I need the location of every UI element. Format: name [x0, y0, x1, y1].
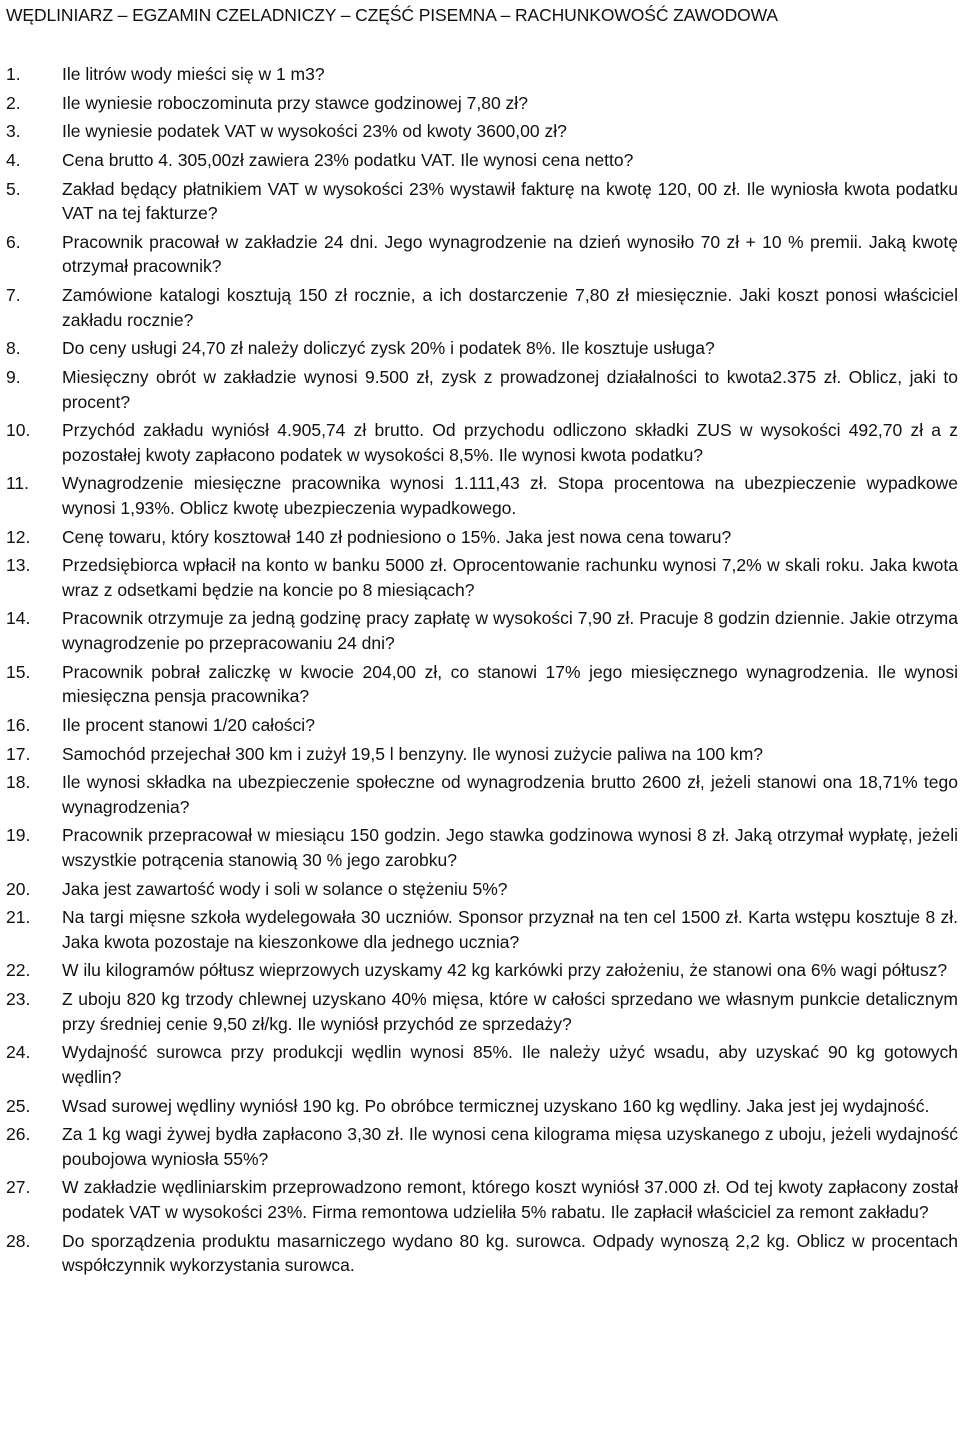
question-number: 12. [6, 526, 31, 547]
question-text: W ilu kilogramów półtusz wieprzowych uzyskamy 42 kg karkówki przy założeniu, że stanowi ona 6% wagi półtusz? [62, 960, 948, 981]
question-number: 16. [6, 714, 31, 735]
question-number: 27. [6, 1177, 31, 1198]
question-text: Z uboju 820 kg trzody chlewnej uzyskano 40% mięsa, które w całości sprzedano we własnym punkcie detalicznym przy średniej cenie 9,50 zł/kg. Ile wyniósł przychód ze sprzedaży? [62, 989, 958, 1034]
question-text: Pracownik otrzymuje za jedną godzinę pracy zapłatę w wysokości 7,90 zł. Pracuje 8 godzin dziennie. Jakie otrzyma wynagrodzenie po przepracowaniu 24 dni? [62, 608, 958, 653]
question-number: 18. [6, 772, 31, 793]
question-text: Do ceny usługi 24,70 zł należy doliczyć zysk 20% i podatek 8%. Ile kosztuje usługa? [62, 338, 715, 359]
question-number: 15. [6, 661, 31, 682]
question-item [0, 91, 960, 116]
question-number: 23. [6, 989, 31, 1010]
question-number: 22. [6, 960, 31, 981]
question-item [0, 958, 960, 983]
question-number: 1. [6, 64, 21, 84]
question-text: Ile wyniesie podatek VAT w wysokości 23% od kwoty 3600,00 zł? [62, 121, 567, 142]
question-text: Zamówione katalogi kosztują 150 zł rocznie, a ich dostarczenie 7,80 zł miesięcznie. Jaki koszt ponosi właściciel zakładu rocznie? [62, 285, 958, 330]
question-item [0, 905, 960, 954]
question-item [0, 1175, 960, 1224]
question-item [0, 770, 960, 819]
question-text: Ile procent stanowi 1/20 całości? [62, 714, 315, 735]
question-item [0, 119, 960, 144]
question-item [0, 1094, 960, 1119]
question-text: Jaka jest zawartość wody i soli w solance o stężeniu 5%? [62, 878, 508, 899]
question-text: Przychód zakładu wyniósł 4.905,74 zł brutto. Od przychodu odliczono składki ZUS w wysokości 492,70 zł a z pozostałej kwoty zapłacono podatek w wysokości 8,5%. Ile wynosi kwota podatku? [62, 420, 958, 465]
question-text: Zakład będący płatnikiem VAT w wysokości 23% wystawił fakturę na kwotę 120, 00 zł. Ile wyniosła kwota podatku VAT na tej fakturze? [62, 178, 958, 224]
question-number: 11. [6, 473, 30, 494]
question-text: Wydajność surowca przy produkcji wędlin wynosi 85%. Ile należy użyć wsadu, aby uzyskać 90 kg gotowych wędlin? [62, 1042, 958, 1087]
question-item [0, 606, 960, 655]
question-number: 5. [6, 178, 21, 199]
question-item [0, 418, 960, 467]
question-number: 2. [6, 92, 21, 113]
question-number: 8. [6, 338, 21, 359]
question-item [0, 713, 960, 738]
question-text: Cenę towaru, który kosztował 140 zł podniesiono o 15%. Jaka jest nowa cena towaru? [62, 526, 732, 547]
question-item [0, 525, 960, 550]
question-text: Pracownik pracował w zakładzie 24 dni. Jego wynagrodzenie na dzień wynosiło 70 zł + 10 % premii. Jaką kwotę otrzymał pracownik? [62, 231, 958, 277]
question-item [0, 1040, 960, 1089]
question-item [0, 177, 960, 226]
question-text: Cena brutto 4. 305,00zł zawiera 23% podatku VAT. Ile wynosi cena netto? [62, 150, 634, 171]
question-number: 26. [6, 1124, 31, 1145]
question-item [0, 987, 960, 1036]
question-item [0, 660, 960, 709]
question-number: 21. [6, 907, 31, 928]
question-number: 19. [6, 825, 31, 846]
question-item [0, 742, 960, 767]
question-text: Na targi mięsne szkoła wydelegowała 30 uczniów. Sponsor przyznał na ten cel 1500 zł. Karta wstępu kosztuje 8 zł. Jaka kwota pozostaje na kieszonkowe dla jednego ucznia? [62, 907, 958, 952]
question-number: 7. [6, 285, 21, 306]
question-item [0, 365, 960, 414]
question-item [0, 62, 960, 87]
question-number: 28. [6, 1230, 31, 1251]
question-text: Samochód przejechał 300 km i zużył 19,5 l benzyny. Ile wynosi zużycie paliwa na 100 km? [62, 743, 763, 764]
question-number: 6. [6, 231, 21, 252]
question-number: 20. [6, 878, 31, 899]
question-item [0, 877, 960, 902]
question-item [0, 1122, 960, 1171]
question-text: W zakładzie wędliniarskim przeprowadzono remont, którego koszt wyniósł 37.000 zł. Od tej kwoty zapłacony został podatek VAT w wysokości 23%. Firma remontowa udzieliła 5% rabatu. Ile zapłacił właściciel za remont zakładu? [62, 1177, 958, 1222]
question-item [0, 1229, 960, 1278]
question-item [0, 148, 960, 173]
question-text: Przedsiębiorca wpłacił na konto w banku 5000 zł. Oprocentowanie rachunku wynosi 7,2% w skali roku. Jaka kwota wraz z odsetkami będzie na koncie po 8 miesiącach? [62, 555, 958, 600]
question-number: 9. [6, 367, 21, 387]
question-number: 14. [6, 608, 31, 629]
question-text: Ile litrów wody mieści się w 1 m3? [62, 64, 325, 84]
question-text: Pracownik pobrał zaliczkę w kwocie 204,00 zł, co stanowi 17% jego miesięcznego wynagrodzenia. Ile wynosi miesięczna pensja pracownika? [62, 661, 958, 707]
question-item [0, 823, 960, 872]
question-item [0, 336, 960, 361]
question-text: Miesięczny obrót w zakładzie wynosi 9.500 zł, zysk z prowadzonej działalności to kwota2.375 zł. Oblicz, jaki to procent? [62, 367, 958, 412]
document-title: WĘDLINIARZ – EGZAMIN CZELADNICZY – CZĘŚĆ PISEMNA – RACHUNKOWOŚĆ ZAWODOWA [6, 5, 778, 25]
question-item [0, 471, 960, 520]
question-number: 3. [6, 121, 21, 142]
question-text: Do sporządzenia produktu masarniczego wydano 80 kg. surowca. Odpady wynoszą 2,2 kg. Oblicz w procentach współczynnik wykorzystania surowca. [62, 1230, 958, 1276]
question-number: 24. [6, 1042, 31, 1063]
question-list [0, 62, 960, 1278]
question-text: Ile wynosi składka na ubezpieczenie społeczne od wynagrodzenia brutto 2600 zł, jeżeli stanowi ona 18,71% tego wynagrodzenia? [62, 772, 958, 817]
question-item [0, 283, 960, 332]
question-text: Ile wyniesie roboczominuta przy stawce godzinowej 7,80 zł? [62, 92, 528, 113]
question-item [0, 553, 960, 602]
question-text: Wsad surowej wędliny wyniósł 190 kg. Po obróbce termicznej uzyskano 160 kg wędliny. Jaka jest jej wydajność. [62, 1095, 930, 1116]
question-text: Wynagrodzenie miesięczne pracownika wynosi 1.111,43 zł. Stopa procentowa na ubezpieczenie wypadkowe wynosi 1,93%. Oblicz kwotę ubezpieczenia wypadkowego. [62, 473, 958, 518]
question-number: 4. [6, 150, 21, 171]
question-number: 17. [6, 743, 31, 764]
question-number: 13. [6, 555, 31, 576]
question-number: 10. [6, 420, 31, 441]
question-number: 25. [6, 1095, 31, 1116]
question-item [0, 230, 960, 279]
question-text: Za 1 kg wagi żywej bydła zapłacono 3,30 zł. Ile wynosi cena kilograma mięsa uzyskanego z uboju, jeżeli wydajność poubojowa wyniosła 55%? [62, 1124, 958, 1169]
question-text: Pracownik przepracował w miesiącu 150 godzin. Jego stawka godzinowa wynosi 8 zł. Jaką otrzymał wypłatę, jeżeli wszystkie potrącenia stanowią 30 % jego zarobku? [62, 825, 958, 870]
